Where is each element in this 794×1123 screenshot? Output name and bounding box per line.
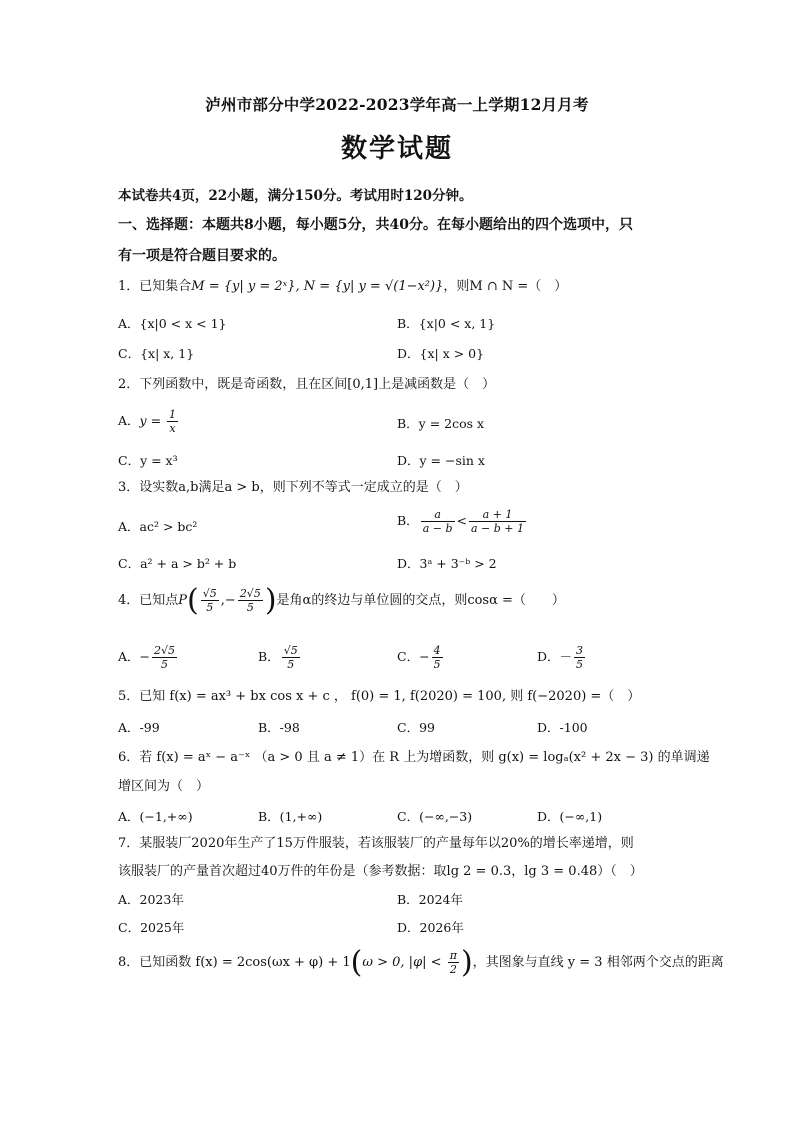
question-6-option-d[interactable]: D．(−∞,1) (537, 809, 603, 824)
question-2-option-a-numerator: 1 (169, 408, 177, 421)
question-4-stem-post: 是角α的终边与单位圆的交点，则cosα =（ ） (276, 593, 565, 608)
question-5-option-b[interactable]: B．-98 (258, 720, 300, 735)
question-4-option-a-den: 5 (161, 658, 169, 671)
question-3-option-b-num1: a (421, 508, 455, 522)
question-8-condition: ω > 0, |φ| < (362, 955, 446, 970)
question-8-stem-post: ，其图象与直线 y = 3 相邻两个交点的距离 (472, 955, 724, 970)
question-4-y-sign: − (224, 593, 236, 608)
section-heading-line1: 一、选择题：本题共8小题，每小题5分，共40分。在每小题给出的四个选项中，只 (118, 217, 633, 233)
question-2-option-c[interactable]: C．y = x³ (118, 453, 178, 468)
question-6-option-c[interactable]: C．(−∞,−3) (397, 809, 473, 824)
question-7-option-a[interactable]: A．2023年 (118, 892, 184, 907)
question-6-stem-line1: 6．若 f(x) = aˣ − a⁻ˣ （a > 0 且 a ≠ 1）在 R 上为增函数，则 g(x) = logₐ(x² + 2x − 3) 的单调递 (118, 750, 710, 765)
question-4-y-num: 2√5 (239, 587, 261, 600)
question-8-cond-den: 2 (449, 963, 457, 976)
question-5-option-d[interactable]: D．-100 (537, 720, 588, 735)
question-4-x-num: √5 (202, 587, 217, 600)
question-5-stem: 5．已知 f(x) = ax³ + bx cos x + c ， f(0) = 1, f(2020) = 100, 则 f(−2020) =（ ） (118, 689, 641, 704)
question-3-option-b-label: B． (397, 513, 419, 528)
question-4-option-d[interactable] (537, 644, 587, 671)
question-3-option-b[interactable] (397, 508, 528, 535)
question-4-option-c-label: C．− (397, 649, 430, 664)
question-6-stem-line2: 增区间为（ ） (118, 779, 210, 794)
question-1-option-c[interactable]: C．{x| x, 1} (118, 346, 195, 361)
question-4-option-a[interactable] (118, 644, 179, 671)
question-4-option-a-num: 2√5 (154, 644, 176, 657)
question-1-option-b[interactable]: B．{x|0 < x, 1} (397, 316, 496, 331)
question-3-option-d[interactable]: D．3ᵃ + 3⁻ᵇ > 2 (397, 556, 497, 571)
question-2-option-a-math: y = (139, 413, 166, 428)
question-4-option-a-label: A．− (118, 649, 151, 664)
question-8-stem-pre: 8．已知函数 f(x) = 2cos(ωx + φ) + 1 (118, 955, 351, 970)
question-5-option-a[interactable]: A．-99 (118, 720, 160, 735)
question-4-stem: 4．已知点P( $\frac{√5}{5}$ ,− $\frac{2√5}{5}$ )是角α的终边与单位圆的交点，则cosα =（ ） (118, 583, 565, 618)
question-8-right-paren: ) (460, 945, 473, 980)
question-1-option-a[interactable]: A．{x|0 < x < 1} (118, 316, 227, 331)
question-4-option-b-den: 5 (287, 658, 295, 671)
section-heading (118, 210, 683, 272)
question-7-option-c[interactable]: C．2025年 (118, 920, 185, 935)
question-4-option-d-label: D．－ (537, 649, 573, 664)
exam-subtitle: 数学试题 (340, 134, 453, 164)
question-4-option-b-label: B． (258, 649, 280, 664)
question-4-option-b-num: √5 (283, 644, 298, 657)
question-8-left-paren: ( (350, 945, 363, 980)
question-4-option-b[interactable] (258, 644, 302, 671)
question-2-option-a[interactable] (118, 408, 180, 435)
question-5-option-c[interactable]: C．99 (397, 720, 435, 735)
exam-title: 泸州市部分中学2022-2023学年高一上学期12月月考 (205, 95, 589, 114)
question-7-option-b[interactable]: B．2024年 (397, 892, 463, 907)
question-3-stem: 3．设实数a,b满足a > b，则下列不等式一定成立的是（ ） (118, 480, 468, 495)
question-4-left-paren: ( (187, 583, 199, 618)
question-1-stem (118, 272, 698, 301)
question-3-option-b-den1: a − b (422, 522, 453, 535)
question-1-stem-math: M = {y| y = 2ˣ}, N = {y| y = √(1−x²)} (191, 279, 444, 294)
question-4-option-d-num: 3 (576, 644, 584, 657)
exam-info: 本试卷共4页，22小题，满分150分。考试用时120分钟。 (118, 188, 473, 204)
question-2-option-a-label: A． (118, 413, 140, 428)
question-3-option-b-lt: < (456, 513, 467, 528)
question-3-option-a[interactable]: A．ac² > bc² (118, 519, 198, 534)
question-7-option-d[interactable]: D．2026年 (397, 920, 464, 935)
question-1-option-d[interactable]: D．{x| x > 0} (397, 346, 485, 361)
question-1-stem-post: ，则M ∩ N =（ ） (443, 279, 568, 294)
question-6-option-a[interactable]: A．(−1,+∞) (118, 809, 193, 824)
question-2-option-b[interactable]: B．y = 2cos x (397, 416, 485, 431)
question-4-x-den: 5 (206, 601, 214, 614)
question-4-right-paren: ) (264, 583, 277, 618)
question-2-stem: 2．下列函数中，既是奇函数，且在区间[0,1]上是减函数是（ ） (118, 377, 496, 392)
question-6-option-b[interactable]: B．(1,+∞) (258, 809, 323, 824)
question-4-option-c[interactable] (397, 644, 445, 671)
question-3-option-c[interactable]: C．a² + a > b² + b (118, 556, 237, 571)
question-4-y-den: 5 (246, 601, 254, 614)
question-4-option-c-den: 5 (433, 658, 441, 671)
question-2-option-d[interactable]: D．y = −sin x (397, 453, 485, 468)
question-3-option-b-den2: a − b + 1 (470, 522, 525, 535)
question-3-option-b-num2: a + 1 (469, 508, 526, 522)
question-4-point-label: P (178, 593, 188, 608)
question-4-stem-pre: 4．已知点 (118, 593, 179, 608)
question-2-option-a-denominator: x (169, 422, 176, 435)
question-4-option-d-den: 5 (576, 658, 584, 671)
question-7-stem-line2: 该服装厂的产量首次超过40万件的年份是（参考数据：取lg 2 = 0.3，lg 3 = 0.48）（ ） (118, 864, 643, 879)
question-1-stem-pre: 1．已知集合 (118, 279, 192, 294)
question-8-cond-num: π (449, 949, 457, 962)
question-8-stem (118, 945, 724, 980)
question-7-stem-line1: 7．某服装厂2020年生产了15万件服装，若该服装厂的产量每年以20%的增长率递增，则 (118, 836, 634, 851)
question-4-option-c-num: 4 (433, 644, 441, 657)
section-heading-line2: 有一项是符合题目要求的。 (118, 248, 286, 264)
